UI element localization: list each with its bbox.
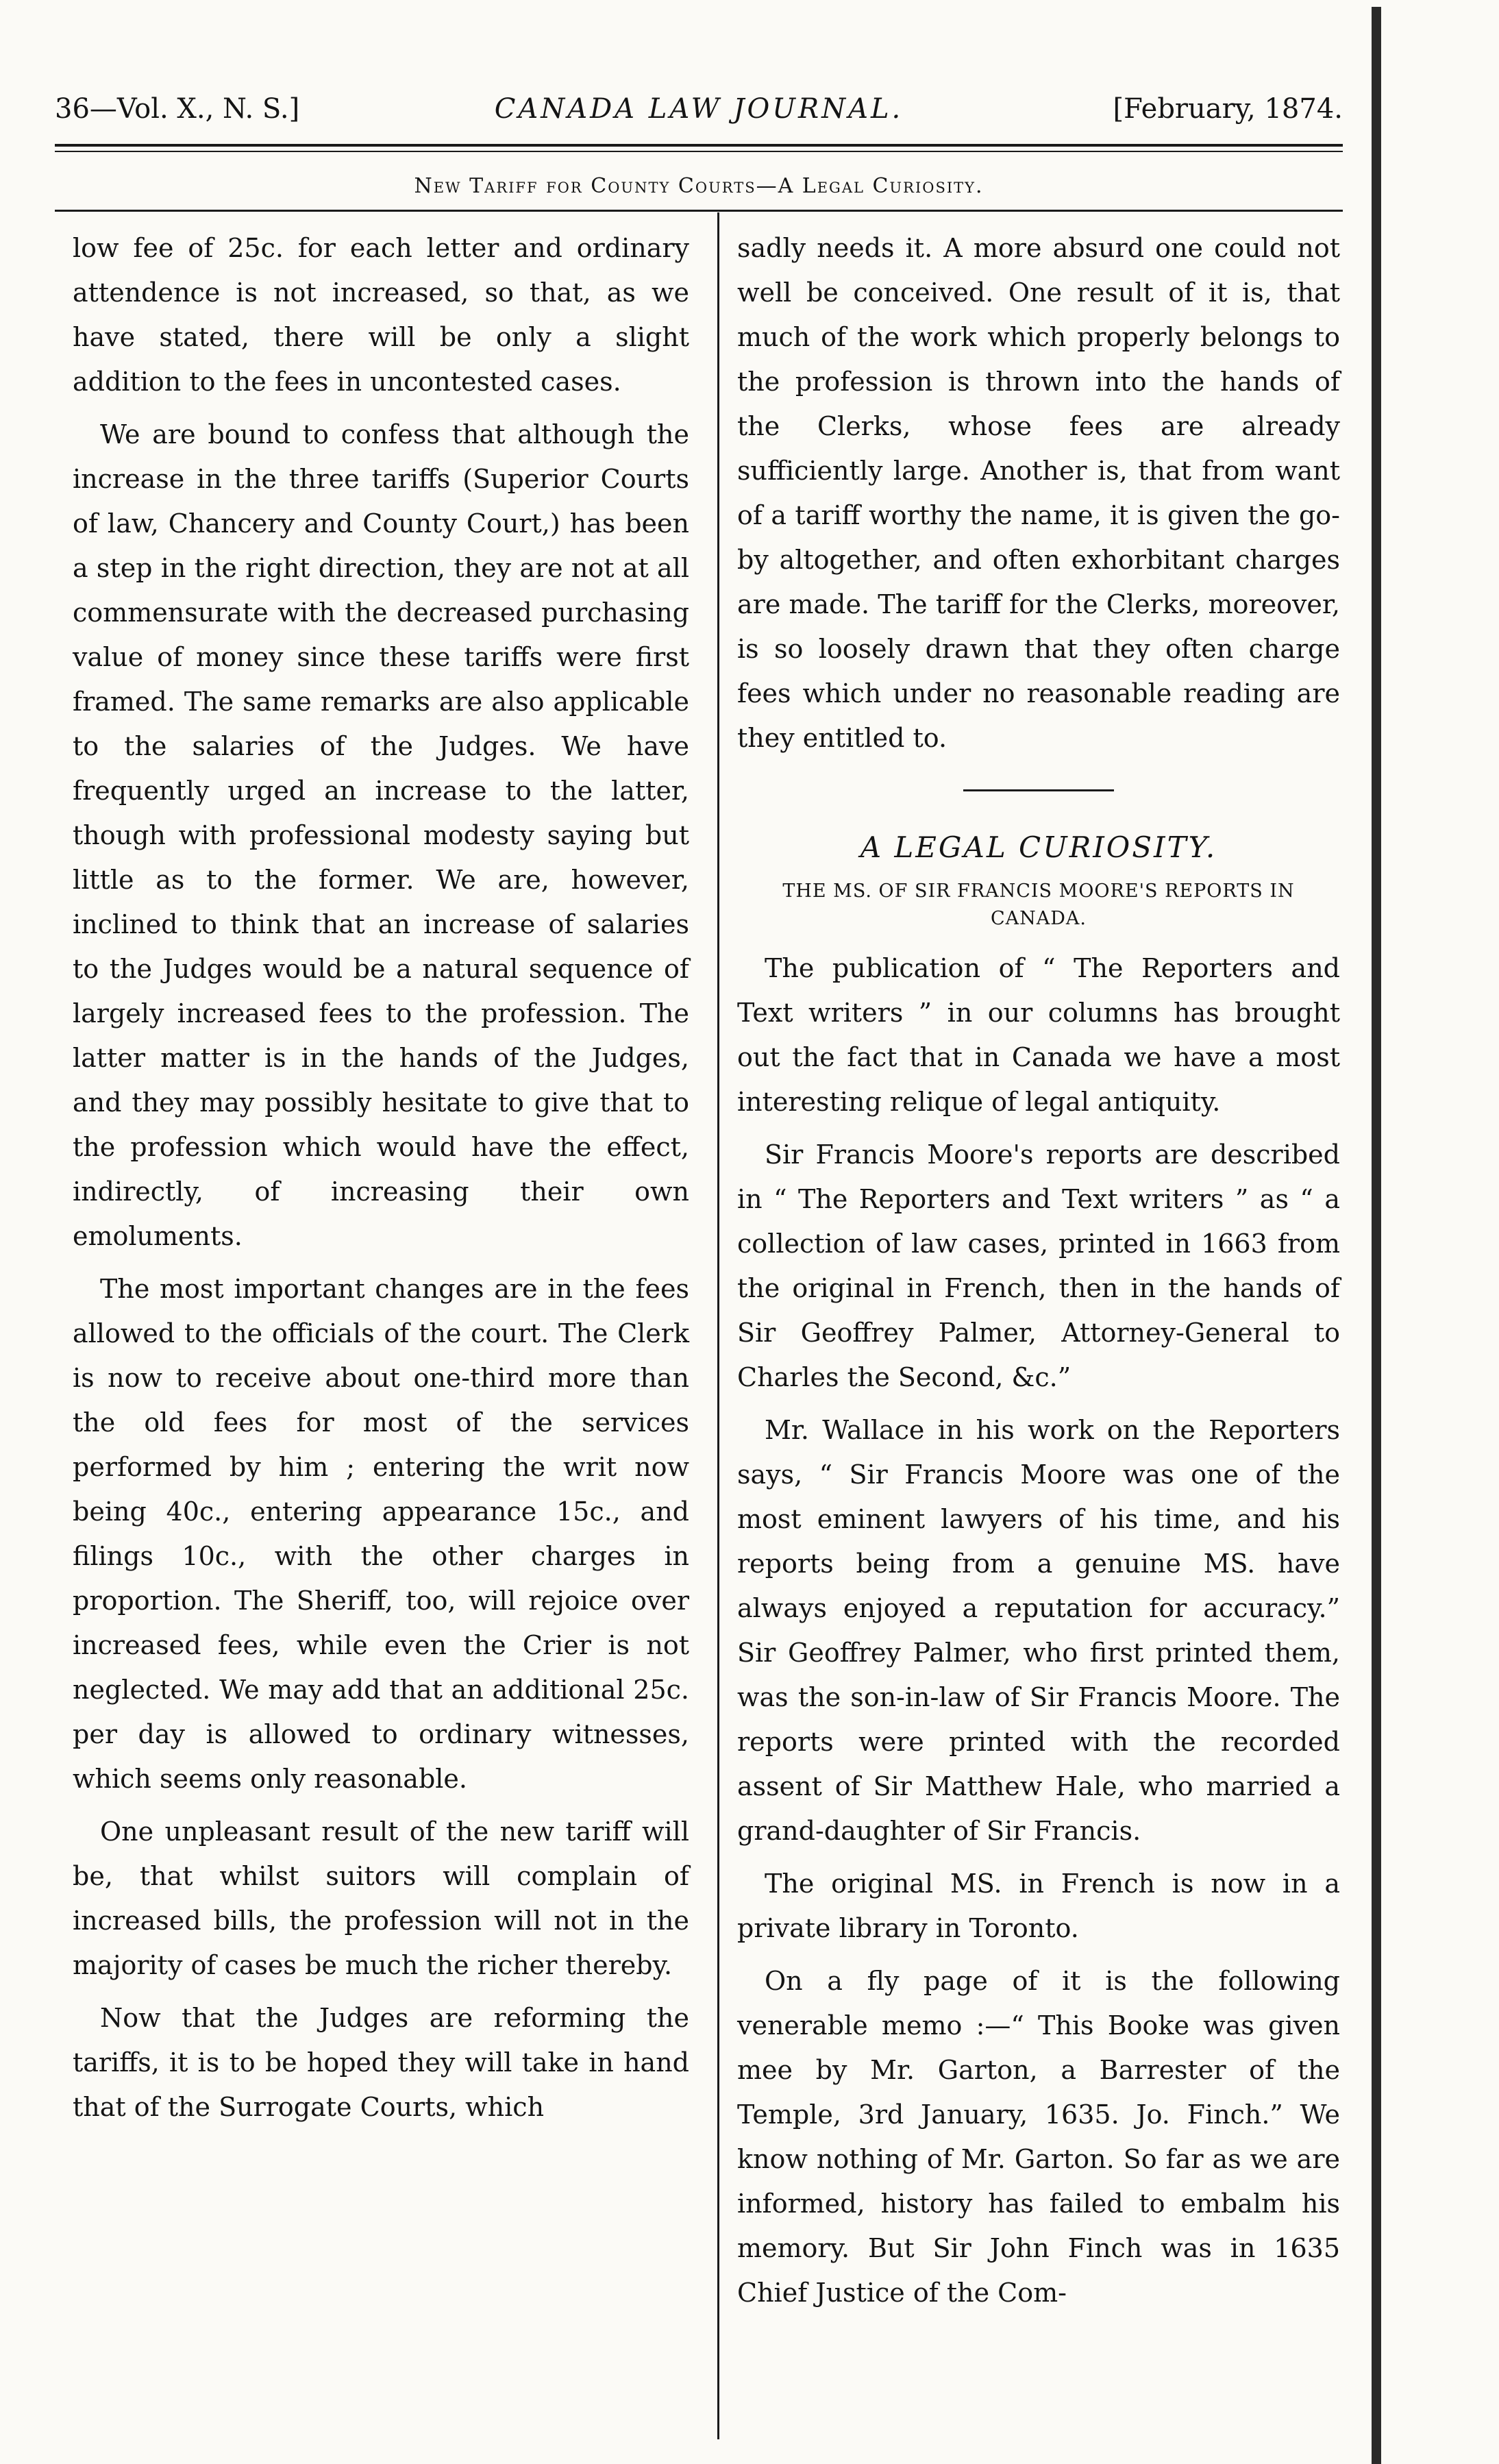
left-column [73,226,689,2138]
paragraph: We are bound to confess that although the increase in the three tariffs (Superior Courts of law, Chancery and County Court,) has been a step in the right direction, they are not at all commensurate with the decreased purchasing value of money since these tariffs were first framed. The same remarks are also applicable to the salaries of the Judges. We have frequently urged an increase to the latter, though with professional modesty saying but little as to the former. We are, however, inclined to think that an increase of salaries to the Judges would be a natural sequence of largely increased fees to the profession. The latter matter is in the hands of the Judges, and they may possibly hesitate to give that to the profession which would have the effect, indirectly, of increasing their own emoluments. [73,419,689,1251]
paragraph: Mr. Wallace in his work on the Reporters says, “ Sir Francis Moore was one of the most eminent lawyers of his time, and his reports being from a genuine MS. have always enjoyed a reputation for accuracy.” Sir Geoffrey Palmer, who first printed them, was the son-in-law of Sir Francis Moore. The reports were printed with the recorded assent of Sir Matthew Hale, who married a grand-daughter of Sir Francis. [737,1415,1340,1846]
header-rule-thick [55,144,1343,147]
paragraph: low fee of 25c. for each letter and ordinary attendence is not increased, so that, as we have stated, there will be only a slight addition to the fees in uncontested cases. [73,233,689,397]
scan-edge-shadow [1372,7,1381,2464]
paragraph-continuation: sadly needs it. A more absurd one could not well be conceived. One result of it is, that much of the work which properly belongs to the profession is thrown into the hands of the Clerks, whose fees are already sufficiently large. Another is, that from want of a tariff worthy the name, it is given the go-by altogether, and often exhorbitant charges are made. The tariff for the Clerks, moreover, is so loosely drawn that they often charge fees which under no reasonable reading are they entitled to. [737,233,1340,753]
article-title: A LEGAL CURIOSITY. [860,830,1217,864]
running-header [55,93,1343,134]
paragraph: On a fly page of it is the following venerable memo :—“ This Booke was given mee by Mr. Garton, a Barrester of the Temple, 3rd January, 1635. Jo. Finch.” We know nothing of Mr. Garton. So far as we are informed, history has failed to embalm his memory. But Sir John Finch was in 1635 Chief Justice of the Com- [737,1966,1340,2308]
paragraph: One unpleasant result of the new tariff will be, that whilst suitors will complain of increased bills, the profession will not in the majority of cases be much the richer thereby. [73,1816,689,1980]
header-rule-thin [55,151,1343,152]
journal-title: CANADA LAW JOURNAL. [494,93,904,125]
section-rule [55,210,1343,212]
right-column [737,226,1340,2324]
paragraph: The most important changes are in the fees allowed to the officials of the court. The Clerk is now to receive about one-third more than the old fees for most of the services performed by him ; entering the writ now being 40c., entering appearance 15c., and filings 10c., with the other charges in proportion. The Sheriff, too, will rejoice over increased fees, while even the Crier is not neglected. We may add that an additional 25c. per day is allowed to ordinary witnesses, which seems only reasonable. [73,1274,689,1794]
paragraph: The publication of “ The Reporters and Text writers ” in our columns has brought out the fact that in Canada we have a most interesting relique of legal antiquity. [737,953,1340,1117]
paragraph: Sir Francis Moore's reports are described in “ The Reporters and Text writers ” as “ a collection of law cases, printed in 1663 from the original in French, then in the hands of Sir Geoffrey Palmer, Attorney-General to Charles the Second, &c.” [737,1139,1340,1392]
paragraph: Now that the Judges are reforming the tariffs, it is to be hoped they will take in hand that of the Surrogate Courts, which [73,2003,689,2122]
issue-date: [February, 1874. [1113,93,1343,125]
paragraph: The original MS. in French is now in a private library in Toronto. [737,1869,1340,1943]
article-subtitle: THE MS. OF SIR FRANCIS MOORE'S REPORTS IN CANADA. [782,880,1295,929]
page-volume-label: 36—Vol. X., N. S.] [55,93,300,125]
article-separator-rule [963,789,1114,791]
section-heading: New Tariff for County Courts—A Legal Curiosity. [414,174,984,198]
column-divider [717,212,719,2439]
